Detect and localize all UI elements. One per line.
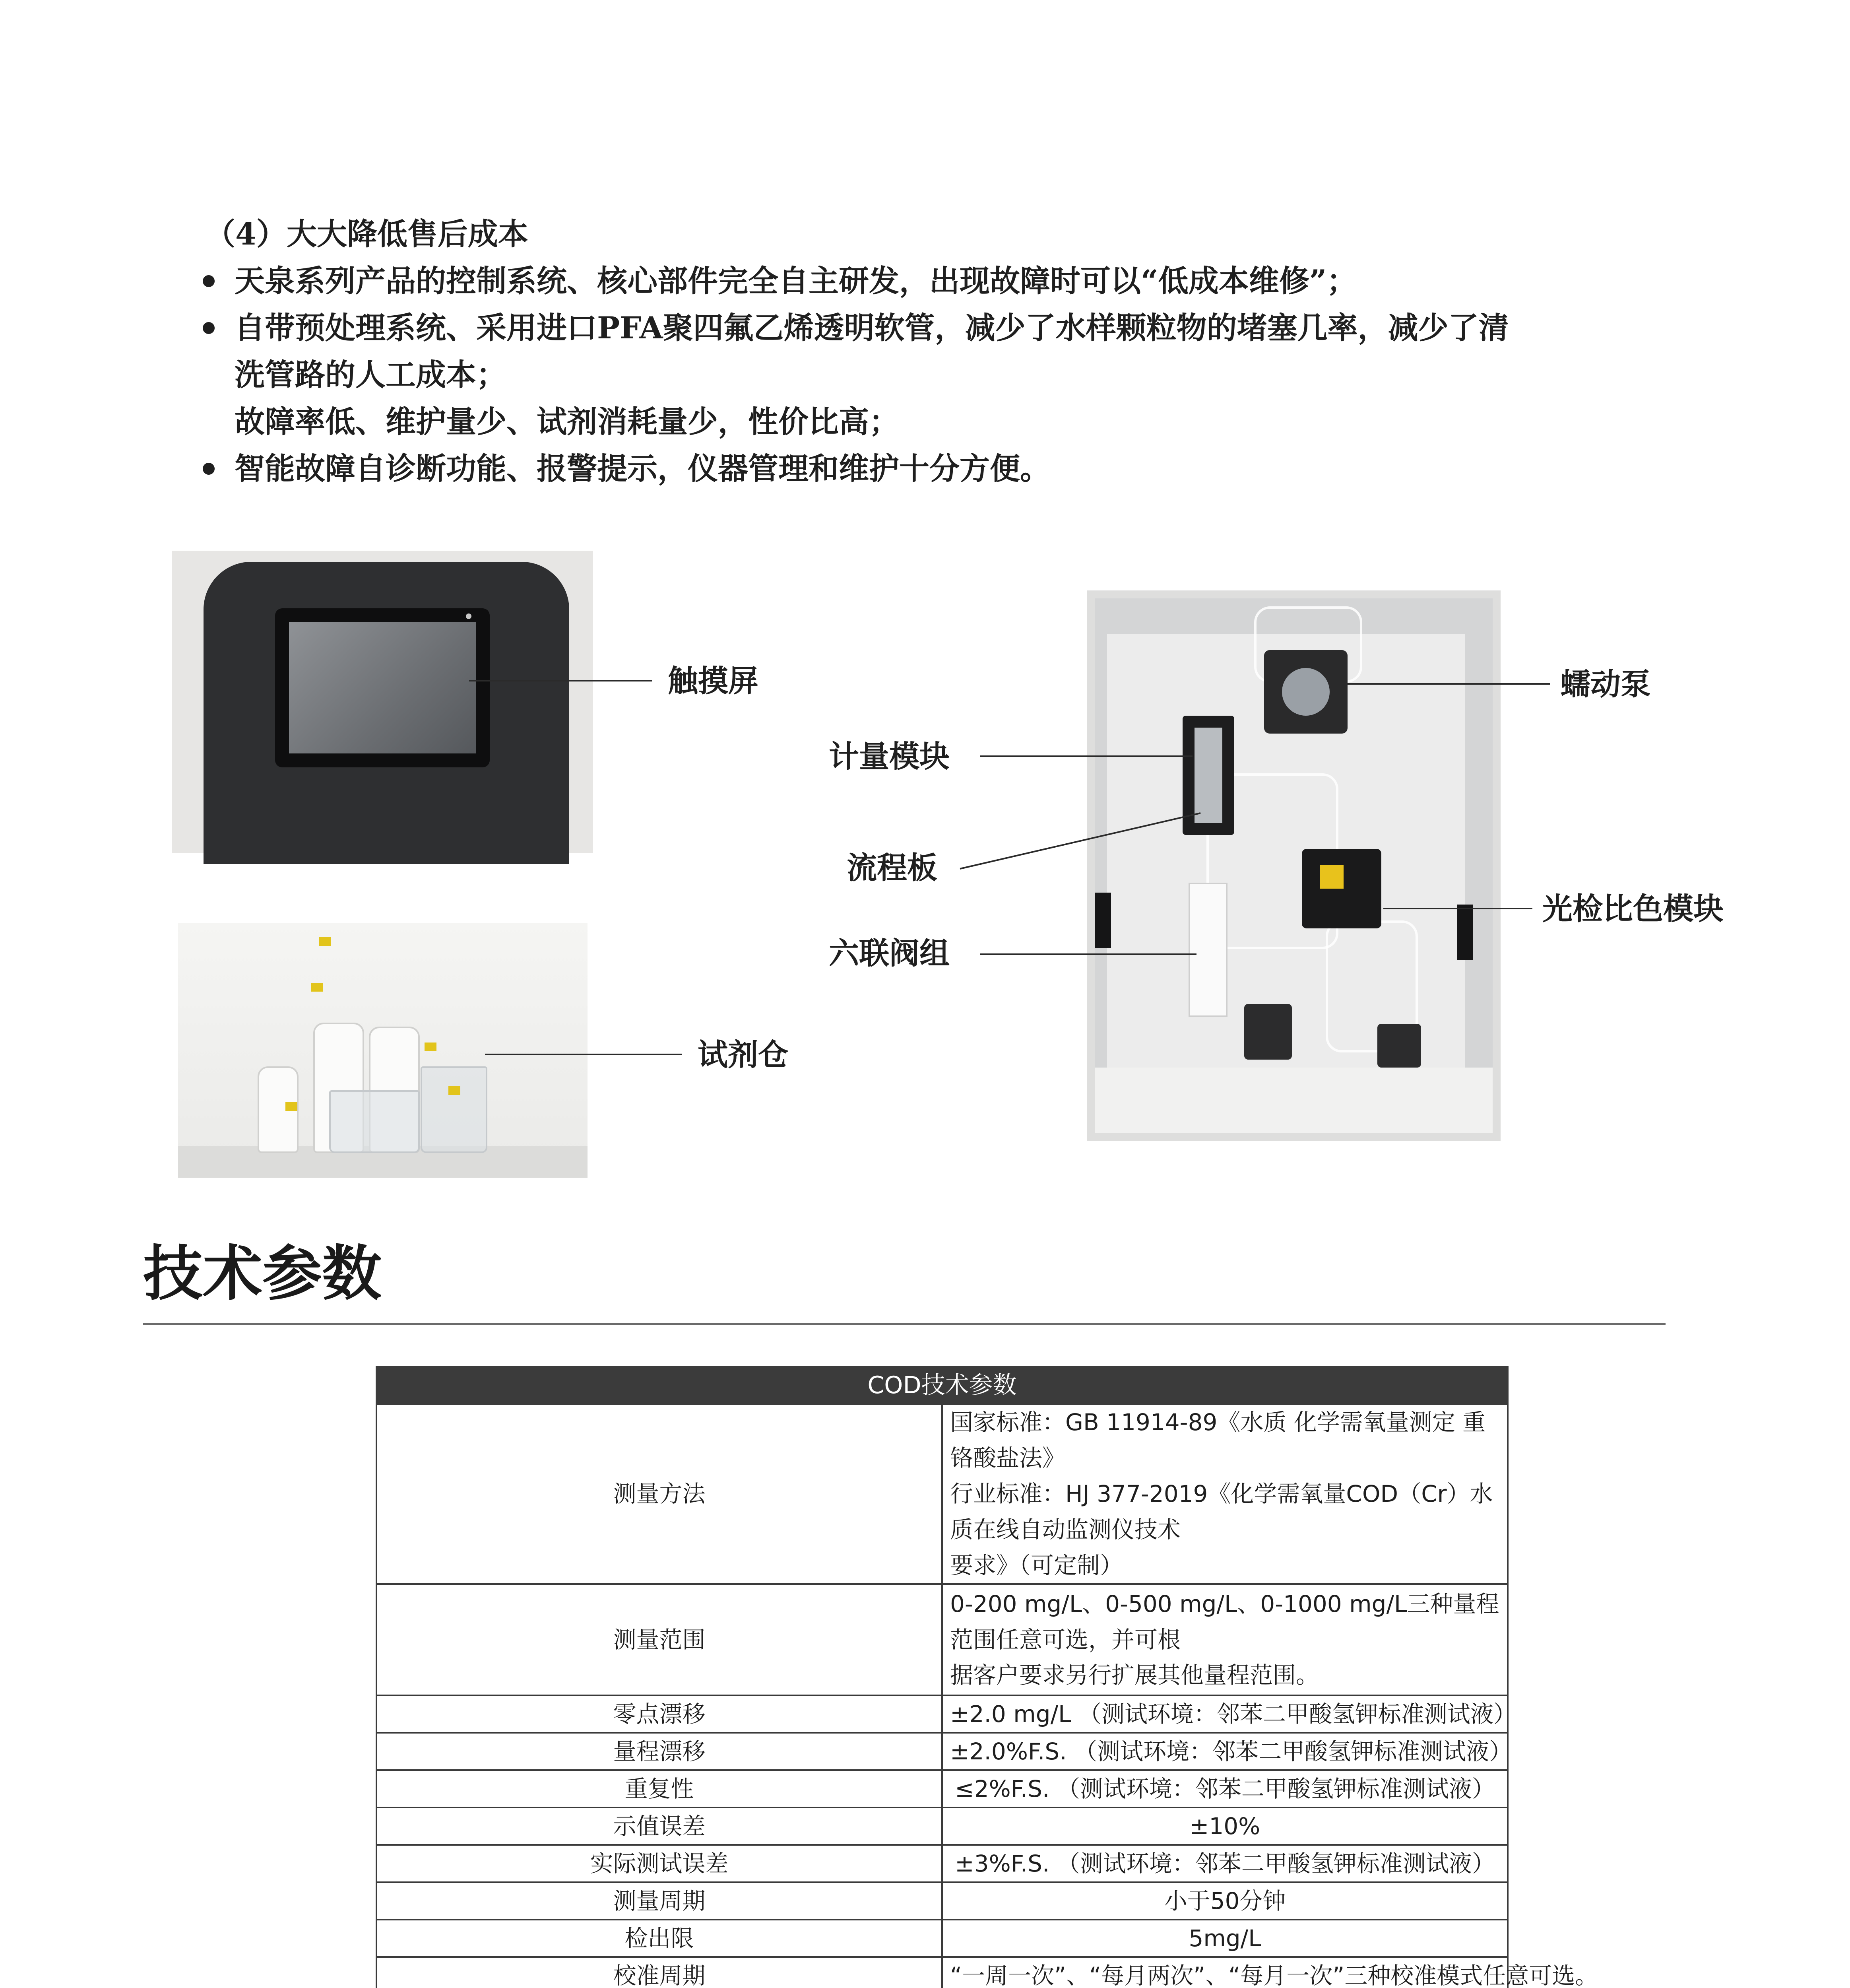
table-row — [376, 1770, 1508, 1807]
callout-metering: 计量模块 — [829, 739, 950, 774]
method-line-1: 国家标准：GB 11914-89《水质 化学需氧量测定 重铬酸盐法》 — [950, 1409, 1486, 1472]
table-row-value: 小于50分钟 — [942, 1882, 1508, 1920]
table-row — [376, 1404, 1508, 1584]
table-row — [376, 1584, 1508, 1695]
section-title: 技术参数 — [143, 1239, 382, 1309]
table-row-value: ±10% — [942, 1807, 1508, 1845]
callout-flow-plate: 流程板 — [847, 850, 937, 885]
intro-bullet-1-text: 天泉系列产品的控制系统、核心部件完全自主研发，出现故障时可以“低成本维修”； — [235, 263, 1357, 299]
table-row-label: 校准周期 — [376, 1957, 942, 1988]
table-row-label: 实际测试误差 — [376, 1845, 942, 1882]
table-row — [376, 1733, 1508, 1770]
table-row-label: 量程漂移 — [376, 1733, 942, 1770]
table-row — [376, 1957, 1508, 1988]
table-row-value — [942, 1584, 1508, 1695]
table-row-label: 重复性 — [376, 1770, 942, 1807]
table-title: COD技术参数 — [376, 1367, 1508, 1404]
table-row-label: 示值误差 — [376, 1807, 942, 1845]
table-title-row — [376, 1367, 1508, 1404]
callout-touchscreen: 触摸屏 — [668, 663, 758, 699]
table-row — [376, 1920, 1508, 1957]
table-row-value: “一周一次”、“每月两次”、“每月一次”三种校准模式任意可选。 — [942, 1957, 1508, 1988]
intro-bullet-3-text: 智能故障自诊断功能、报警提示，仪器管理和维护十分方便。 — [235, 451, 1050, 486]
callout-reagent: 试剂仓 — [698, 1037, 788, 1072]
table-row-value: ±2.0 mg/L （测试环境：邻苯二甲酸氢钾标准测试液） — [942, 1695, 1508, 1733]
section-divider — [143, 1323, 1666, 1325]
table-row-value: 5mg/L — [942, 1920, 1508, 1957]
callout-pump: 蠕动泵 — [1560, 666, 1651, 702]
method-line-3: 要求》（可定制） — [950, 1551, 1123, 1579]
table-row-label: 测量范围 — [376, 1584, 942, 1695]
callout-photometric: 光检比色模块 — [1542, 891, 1724, 926]
table-row-value — [942, 1404, 1508, 1584]
range-line-1: 0-200 mg/L、0-500 mg/L、0-1000 mg/L三种量程范围任意可选，并可根 — [950, 1590, 1499, 1653]
table-row-label: 检出限 — [376, 1920, 942, 1957]
callout-six-valve: 六联阀组 — [829, 936, 950, 971]
leader-flow-plate — [960, 813, 1200, 869]
intro-heading: （4）大大降低售后成本 — [205, 216, 528, 252]
range-line-2: 据客户要求另行扩展其他量程范围。 — [950, 1662, 1319, 1689]
method-line-2: 行业标准：HJ 377-2019《化学需氧量COD（Cr）水质在线自动监测仪技术 — [950, 1480, 1493, 1543]
table-row-value: ≤2%F.S. （测试环境：邻苯二甲酸氢钾标准测试液） — [942, 1770, 1508, 1807]
table-row-label: 零点漂移 — [376, 1695, 942, 1733]
table-row-value: ±3%F.S. （测试环境：邻苯二甲酸氢钾标准测试液） — [942, 1845, 1508, 1882]
intro-bullet-2-continued: 洗管路的人工成本； — [235, 357, 506, 392]
table-row-label: 测量周期 — [376, 1882, 942, 1920]
intro-bullet-2-text: 自带预处理系统、采用进口PFA聚四氟乙烯透明软管，减少了水样颗粒物的堵塞几率，减少了清 — [235, 310, 1509, 346]
table-row — [376, 1807, 1508, 1845]
table-row — [376, 1845, 1508, 1882]
intro-bullet-2-extra: 故障率低、维护量少、试剂消耗量少，性价比高； — [235, 404, 899, 439]
table-row-label: 测量方法 — [376, 1404, 942, 1584]
table-row — [376, 1695, 1508, 1733]
table-row — [376, 1882, 1508, 1920]
cod-spec-table — [376, 1366, 1598, 1988]
table-row-value: ±2.0%F.S. （测试环境：邻苯二甲酸氢钾标准测试液） — [942, 1733, 1508, 1770]
